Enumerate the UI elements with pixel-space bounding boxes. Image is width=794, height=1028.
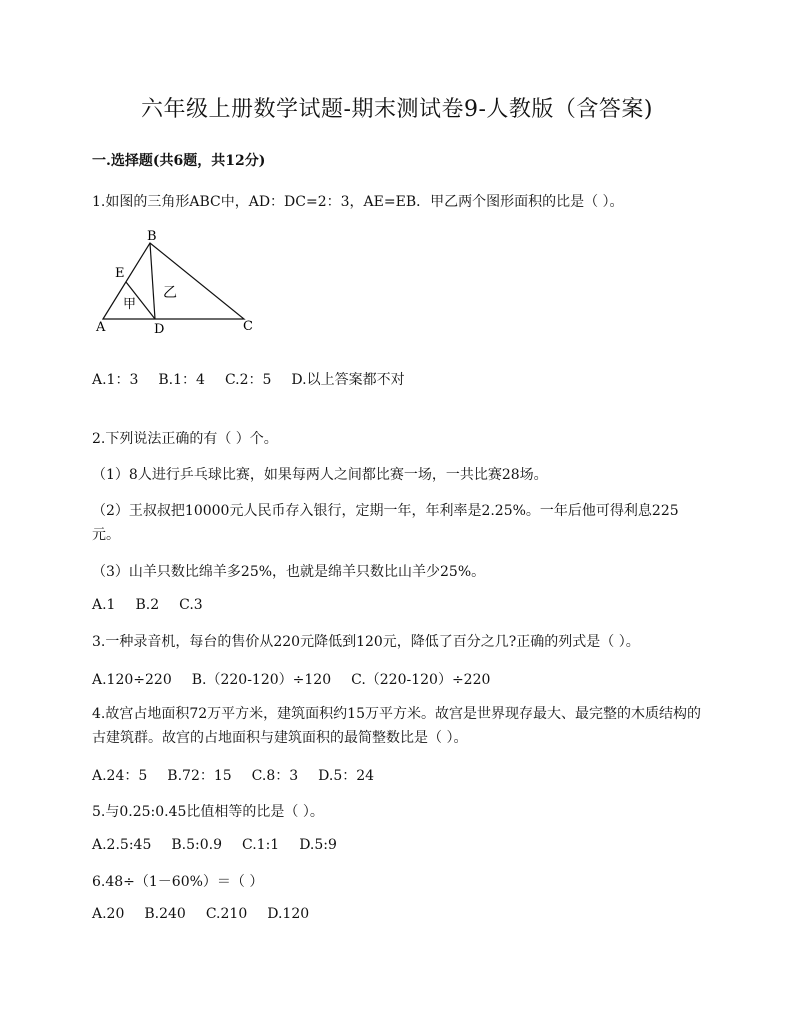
question-5-text: 5.与0.25:0.45比值相等的比是（ ）。 [92,804,324,820]
question-2-statement-3: （3）山羊只数比绵羊多25%，也就是绵羊只数比山羊少25%。 [92,564,486,580]
option-c[interactable]: C.3 [179,597,203,613]
question-2-options [92,597,223,613]
option-b[interactable]: B.（220-120）÷120 [191,672,332,688]
option-d[interactable]: D.5：24 [318,768,375,784]
label-yi: 乙 [163,285,177,301]
option-c[interactable]: C.1:1 [242,837,280,853]
option-a[interactable]: A.24：5 [92,768,148,784]
label-e: E [115,266,125,281]
option-b[interactable]: B.5:0.9 [171,837,222,853]
option-d[interactable]: D.以上答案都不对 [291,372,405,388]
option-b[interactable]: B.72：15 [167,768,232,784]
option-c[interactable]: C.210 [205,906,248,922]
question-1-options [92,369,425,389]
question-2-text: 2.下列说法正确的有（ ）个。 [92,431,278,447]
option-d[interactable]: D.120 [267,906,310,922]
option-a[interactable]: A.120÷220 [92,672,172,688]
label-d: D [154,322,165,337]
option-a[interactable]: A.20 [92,906,125,922]
option-a[interactable]: A.1：3 [92,372,139,388]
label-c: C [243,319,253,334]
triangle-figure [92,226,272,338]
question-2-statement-2: （2）王叔叔把10000元人民币存入银行，定期一年，年利率是2.25%。一年后他可得利息225元。 [92,503,679,543]
option-b[interactable]: B.240 [144,906,186,922]
segment-bd [150,243,155,319]
label-jia: 甲 [123,297,137,312]
option-a[interactable]: A.2.5:45 [92,837,152,853]
page-title: 六年级上册数学试题-期末测试卷9-人教版（含答案) [141,97,653,122]
option-b[interactable]: B.2 [135,597,160,613]
question-4-options [92,765,394,785]
option-c[interactable]: C.2：5 [224,372,272,388]
question-2-statement-1: （1）8人进行乒乓球比赛，如果每两人之间都比赛一场，一共比赛28场。 [92,467,548,483]
question-1-text: 1.如图的三角形ABC中，AD：DC=2：3，AE=EB．甲乙两个图形面积的比是（ ）。 [92,194,624,210]
option-d[interactable]: D.5:9 [299,837,337,853]
question-6-text: 6.48÷（1－60%）＝（ ） [92,874,264,890]
question-4-text: 4.故宫占地面积72万平方米，建筑面积约15万平方米。故宫是世界现存最大、最完整的木质结构的古建筑群。故宫的占地面积与建筑面积的最简整数比是（ ）。 [92,706,701,746]
label-a: A [96,320,106,335]
section-heading: 一.选择题(共6题，共12分) [92,153,266,169]
question-6-options [92,906,329,922]
option-b[interactable]: B.1：4 [158,372,205,388]
option-c[interactable]: C.8：3 [251,768,299,784]
question-5-options [92,837,357,853]
question-3-text: 3.一种录音机，每台的售价从220元降低到120元，降低了百分之几?正确的列式是（ ）。 [92,634,640,650]
option-a[interactable]: A.1 [92,597,116,613]
label-b: B [147,229,157,244]
option-c[interactable]: C.（220-120）÷220 [351,672,491,688]
question-3-options [92,669,510,689]
